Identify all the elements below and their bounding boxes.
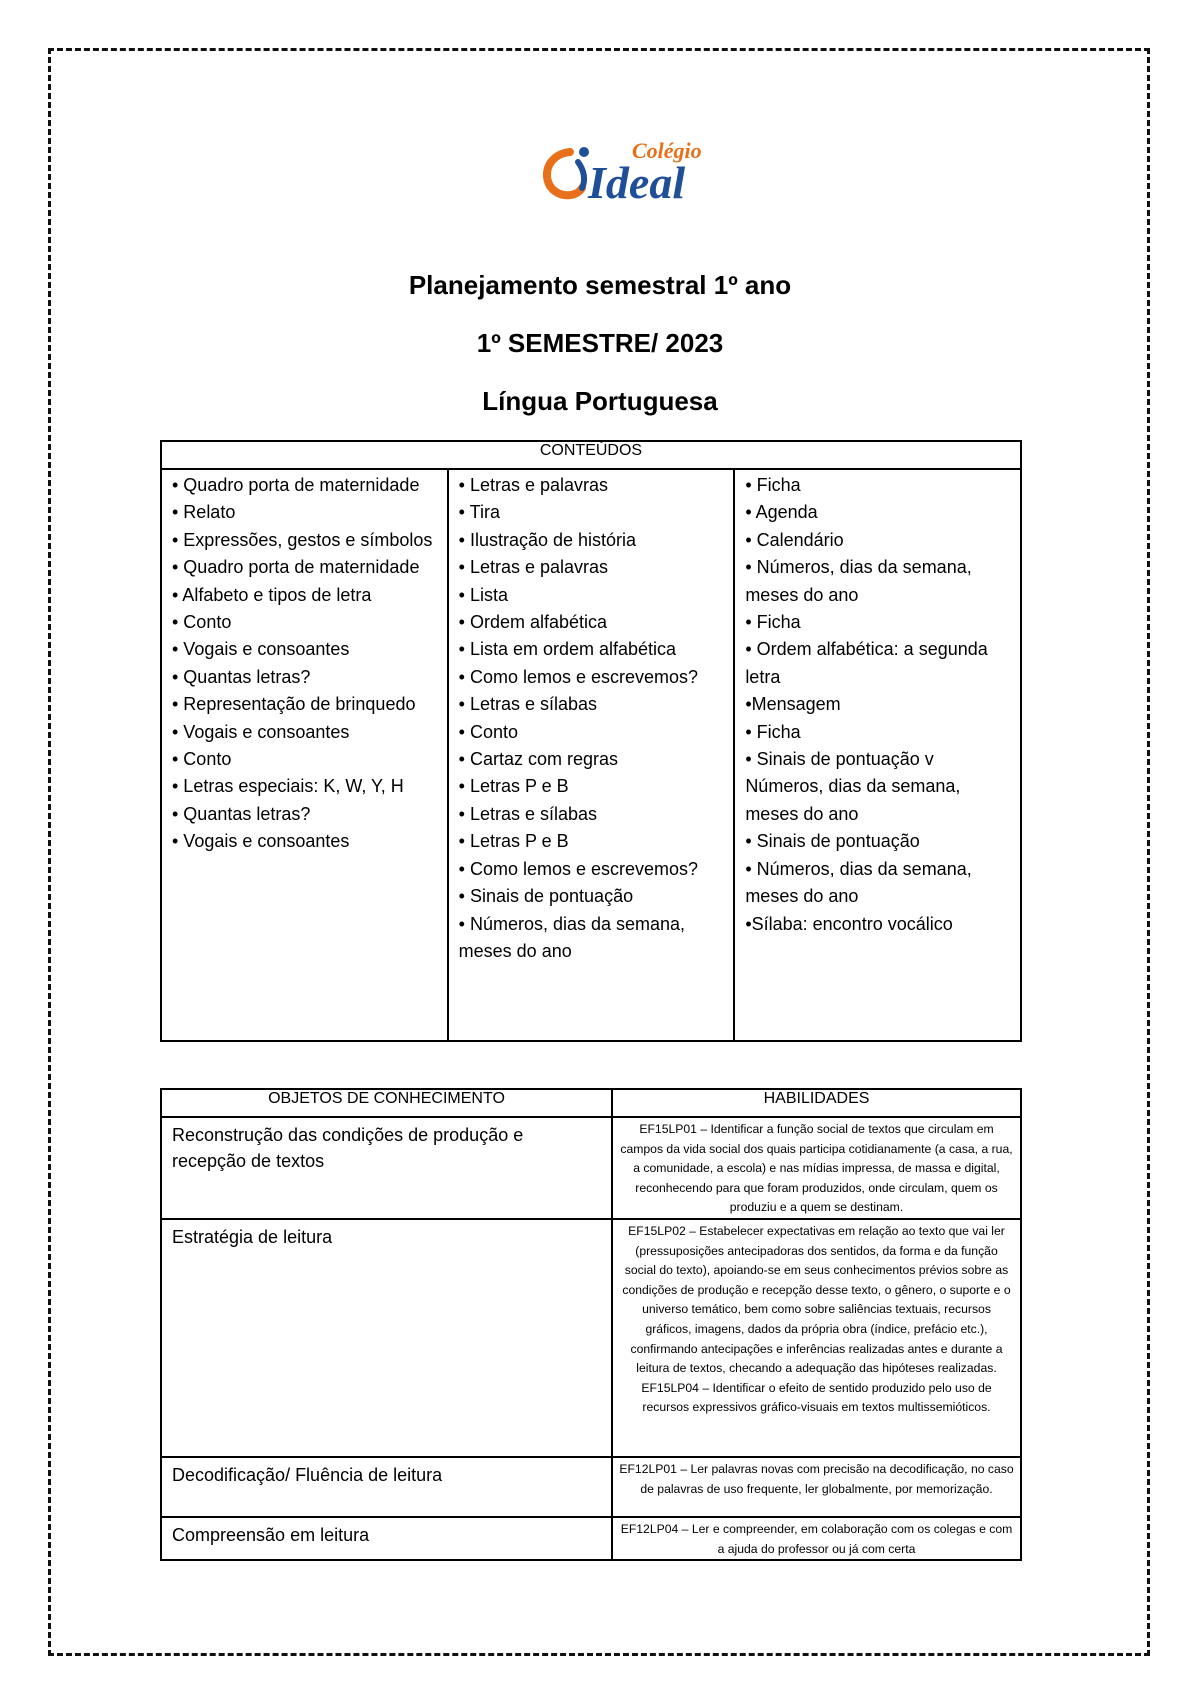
page-title: Planejamento semestral 1º ano [408, 270, 792, 300]
list-item: • Quadro porta de maternidade [172, 557, 420, 578]
objeto-cell: Decodificação/ Fluência de leitura [161, 1457, 612, 1517]
table-row [161, 1219, 1021, 1457]
objeto-cell: Estratégia de leitura [161, 1219, 612, 1457]
list-item: • Sinais de pontuação v Números, dias da semana, meses do ano [745, 749, 961, 824]
list-item: • Números, dias da semana, meses do ano [745, 858, 972, 907]
logo-top-word: Colégio [632, 138, 702, 163]
list-item: • Conto [458, 721, 518, 742]
habilidade-cell: EF12LP04 – Ler e compreender, em colaboração com os colegas e com a ajuda do professor ou já com certa [612, 1517, 1021, 1560]
list-item: • Ficha [745, 612, 801, 633]
table-row [161, 1117, 1021, 1219]
conteudos-header: CONTEÚDOS [161, 441, 1021, 469]
list-item: • Vogais e consoantes [172, 639, 350, 660]
subject-heading: Língua Portuguesa [482, 386, 718, 416]
objeto-cell: Reconstrução das condições de produção e recepção de textos [161, 1117, 612, 1219]
list-item: • Tira [458, 502, 500, 523]
list-item: • Conto [172, 612, 232, 633]
list-item: • Ficha [745, 475, 801, 495]
list-item: • Agenda [745, 502, 818, 523]
list-item: • Lista [458, 584, 508, 605]
list-item: • Sinais de pontuação [458, 886, 634, 907]
table-row [161, 1457, 1021, 1517]
list-item: • Vogais e consoantes [172, 721, 350, 742]
table-row [161, 1517, 1021, 1560]
list-item: • Representação de brinquedo [172, 694, 416, 715]
habilidade-cell: EF15LP01 – Identificar a função social de textos que circulam em campos da vida social dos quais participa cotidianamente (a casa, a rua, a comunidade, a escola) e nas mídias impressa, de massa e digital, reconhecendo para que foram produzidos, onde circulam, quem os produziu e a quem se destinam. [612, 1117, 1021, 1219]
list-item: • Letras e palavras [458, 475, 609, 495]
conteudos-table [160, 440, 1022, 1042]
list-item: • Letras e sílabas [458, 803, 598, 824]
list-item: • Relato [172, 502, 236, 523]
habilidade-cell: EF15LP02 – Estabelecer expectativas em relação ao texto que vai ler (pressuposições antecipadoras dos sentidos, da forma e da função social do texto), apoiando-se em seus conhecimentos prévios sobre as condições de produção e recepção desse texto, o gênero, o suporte e o universo temático, bem como sobre saliências textuais, recursos gráficos, imagens, dados da própria obra (índice, prefácio etc.), confirmando antecipações e inferências realizadas antes e durante a leitura de textos, checando a adequação das hipóteses realizadas. EF15LP04 – Identificar o efeito de sentido produzido pelo uso de recursos expressivos gráfico-visuais em textos multissemióticos. [612, 1219, 1021, 1457]
list-item: • Sinais de pontuação [745, 831, 920, 852]
list-item: • Conto [172, 749, 232, 770]
semester-heading: 1º SEMESTRE/ 2023 [476, 328, 724, 358]
list-item: • Letras P e B [458, 776, 569, 797]
colegio-ideal-logo [540, 132, 720, 210]
habilidade-cell: EF12LP01 – Ler palavras novas com precisão na decodificação, no caso de palavras de uso frequente, ler globalmente, por memorização. [612, 1457, 1021, 1517]
list-item: • Números, dias da semana, meses do ano [458, 913, 686, 961]
objetos-header: OBJETOS DE CONHECIMENTO [161, 1089, 612, 1117]
list-item: • Quadro porta de maternidade [172, 475, 420, 495]
conteudos-column-3 [734, 469, 1021, 1041]
conteudos-column-2 [448, 469, 735, 1041]
list-item: • Letras e palavras [458, 557, 609, 578]
list-item: • Ficha [745, 721, 801, 742]
conteudos-column-1 [161, 469, 448, 1041]
list-item: • Como lemos e escrevemos? [458, 666, 699, 687]
list-item: • Quantas letras? [172, 803, 311, 824]
list-item: • Lista em ordem alfabética [458, 639, 677, 660]
habilidades-header: HABILIDADES [612, 1089, 1021, 1117]
list-item: • Ordem alfabética [458, 612, 608, 633]
list-item: • Ilustração de história [458, 529, 637, 550]
list-item: • Alfabeto e tipos de letra [172, 584, 372, 605]
list-item: • Vogais e consoantes [172, 831, 350, 852]
list-item: • Letras P e B [458, 831, 569, 852]
list-item: • Expressões, gestos e símbolos [172, 529, 433, 550]
list-item: • Quantas letras? [172, 666, 311, 687]
list-item: • Cartaz com regras [458, 749, 619, 770]
logo-main-word: Ideal [588, 157, 686, 208]
list-item: • Letras especiais: K, W, Y, H [172, 776, 404, 797]
list-item: • Números, dias da semana, meses do ano [745, 557, 972, 605]
list-item: • Ordem alfabética: a segunda letra [745, 639, 988, 687]
list-item: •Mensagem [745, 694, 841, 715]
list-item: • Letras e sílabas [458, 694, 598, 715]
list-item: • Como lemos e escrevemos? [458, 858, 699, 879]
list-item: • Calendário [745, 529, 844, 550]
list-item: •Sílaba: encontro vocálico [745, 913, 953, 934]
objeto-cell: Compreensão em leitura [161, 1517, 612, 1560]
objetos-habilidades-table [160, 1088, 1022, 1561]
